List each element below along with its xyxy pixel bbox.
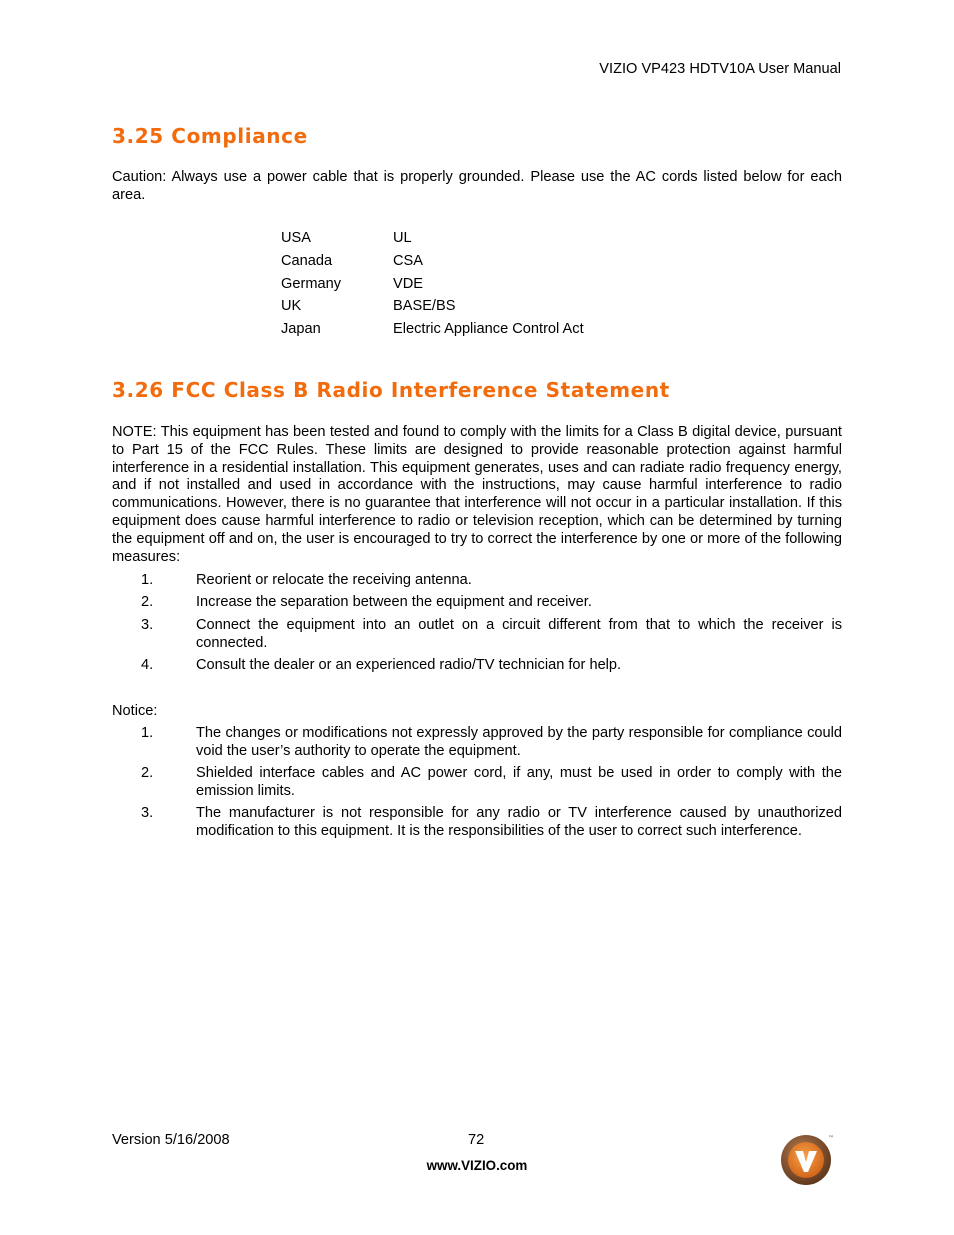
trademark-symbol: ™: [828, 1135, 834, 1142]
list-item: [112, 594, 842, 612]
standard-cell: Electric Appliance Control Act: [393, 321, 584, 338]
list-number: 2.: [141, 765, 154, 782]
list-number: 1.: [141, 725, 154, 741]
standard-cell: BASE/BS: [393, 298, 456, 315]
list-number: 3.: [141, 805, 154, 822]
list-number: 3.: [141, 616, 154, 633]
compliance-heading: 3.25 Compliance: [112, 124, 308, 148]
list-item: [112, 805, 842, 841]
notice-label: Notice:: [112, 703, 158, 719]
notices-list: [112, 725, 842, 846]
standard-cell: VDE: [393, 275, 424, 292]
standard-cell: CSA: [393, 252, 424, 269]
list-number: 2.: [141, 594, 154, 611]
list-text: The changes or modifications not expressly approved by the party responsible for compliance could void the user’s authority to operate the equipment.: [196, 725, 842, 759]
list-text: Increase the separation between the equipment and receiver.: [196, 594, 592, 611]
country-cell: Japan: [281, 321, 321, 338]
list-text: Reorient or relocate the receiving antenna.: [196, 572, 472, 588]
country-cell: USA: [281, 230, 312, 246]
list-item: [112, 657, 842, 675]
list-number: 1.: [141, 572, 154, 588]
list-item: [112, 617, 842, 653]
page-number: 72: [468, 1132, 485, 1148]
country-cell: Canada: [281, 252, 333, 269]
table-row: [281, 298, 584, 321]
list-text: Connect the equipment into an outlet on a circuit different from that to which the receiver is connected.: [196, 616, 842, 651]
table-row: [281, 276, 584, 299]
country-cell: Germany: [281, 275, 342, 292]
list-text: The manufacturer is not responsible for any radio or TV interference caused by unauthorized modification to this equipment. It is the responsibilities of the user to correct such interference.: [196, 805, 842, 840]
caution-paragraph: Caution: Always use a power cable that is properly grounded. Please use the AC cords listed below for each area.: [112, 169, 842, 203]
list-number: 4.: [141, 656, 154, 673]
table-row: [281, 230, 584, 253]
footer-version: Version 5/16/2008: [112, 1132, 230, 1148]
country-cell: UK: [281, 298, 302, 315]
ac-cord-table: [281, 230, 584, 344]
list-text: Shielded interface cables and AC power cord, if any, must be used in order to comply with the emission limits.: [196, 765, 842, 799]
list-item: [112, 725, 842, 761]
vizio-logo-icon: [780, 1132, 836, 1188]
footer-url: www.VIZIO.com: [426, 1158, 528, 1173]
table-row: [281, 321, 584, 344]
list-item: [112, 765, 842, 801]
list-text: Consult the dealer or an experienced radio/TV technician for help.: [196, 656, 622, 673]
list-item: [112, 572, 842, 590]
fcc-note-paragraph: NOTE: This equipment has been tested and found to comply with the limits for a Class B digital device, pursuant to Part 15 of the FCC Rules. These limits are designed to provide reasonable protection against harmful interference in a residential installation. This equipment generates, uses and can radiate radio frequency energy, and if not installed and used in accordance with the instructions, may cause harmful interference to radio communications. However, there is no guarantee that interference will not occur in a particular installation. If this equipment does cause harmful interference to radio or television reception, which can be determined by turning the equipment off and on, the user is encouraged to try to correct the interference by one or more of the following measures:: [112, 424, 842, 565]
table-row: [281, 253, 584, 276]
document-header-title: VIZIO VP423 HDTV10A User Manual: [599, 61, 841, 77]
standard-cell: UL: [393, 230, 412, 246]
fcc-heading: 3.26 FCC Class B Radio Interference Statement: [112, 378, 670, 402]
measures-list: [112, 572, 842, 679]
